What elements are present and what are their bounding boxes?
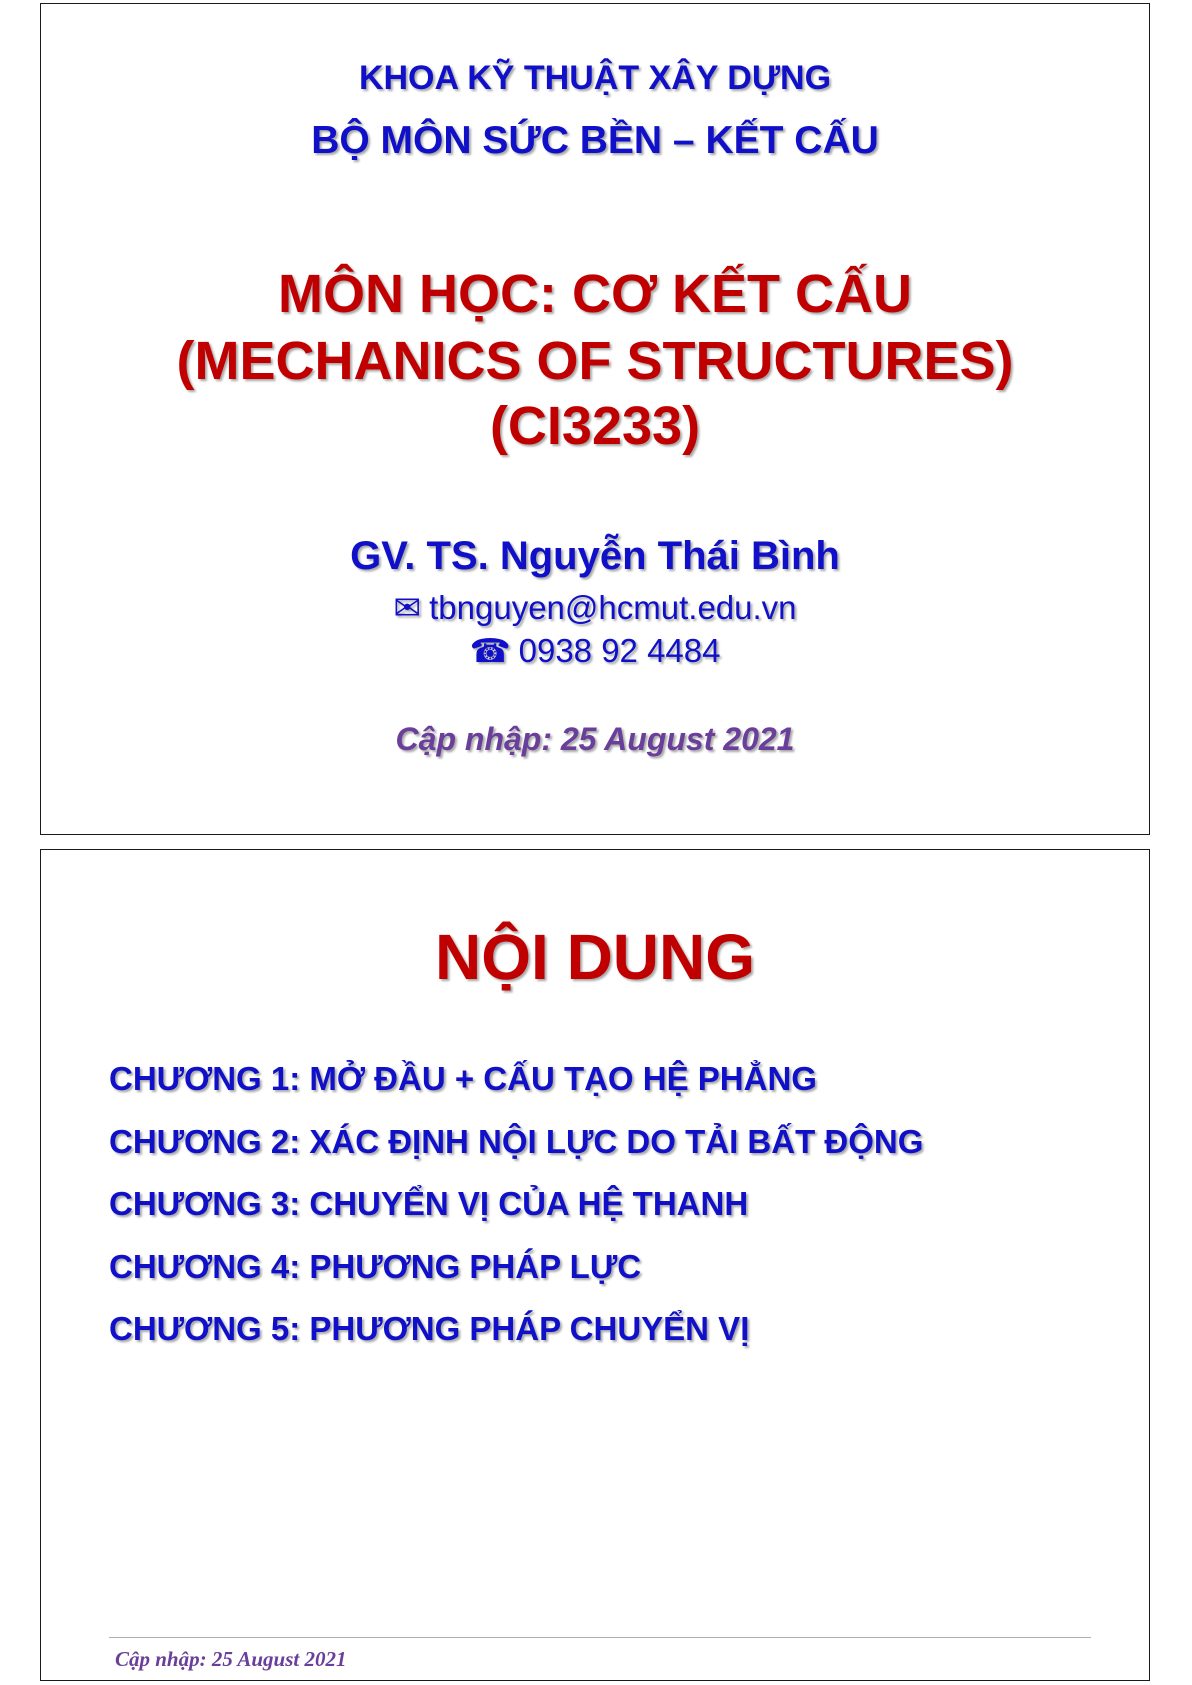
chapter-list xyxy=(109,1060,923,1373)
footer-divider xyxy=(109,1637,1091,1638)
chapter-item: CHƯƠNG 1: MỞ ĐẦU + CẤU TẠO HỆ PHẲNG xyxy=(109,1060,817,1097)
course-title: MÔN HỌC: CƠ KẾT CẤU xyxy=(277,264,913,324)
lecturer-name: GV. TS. Nguyễn Thái Bình xyxy=(350,534,840,578)
contents-slide xyxy=(40,849,1150,1681)
email-address: tbnguyen@hcmut.edu.vn xyxy=(429,589,797,626)
course-title-english: (MECHANICS OF STRUCTURES) xyxy=(176,331,1014,391)
faculty-name: KHOA KỸ THUẬT XÂY DỰNG xyxy=(358,59,832,97)
contents-title: NỘI DUNG xyxy=(435,921,755,993)
chapter-item: CHƯƠNG 4: PHƯƠNG PHÁP LỰC xyxy=(109,1247,642,1285)
chapter-item: CHƯƠNG 2: XÁC ĐỊNH NỘI LỰC DO TẢI BẤT ĐỘNG xyxy=(109,1122,924,1160)
footer-update-date: Cập nhập: 25 August 2021 xyxy=(115,1647,347,1671)
phone-number: 0938 92 4484 xyxy=(518,632,721,669)
phone-line xyxy=(41,631,1149,670)
chapter-item: CHƯƠNG 3: CHUYỂN VỊ CỦA HỆ THANH xyxy=(109,1185,749,1222)
envelope-icon: ✉ xyxy=(393,588,422,627)
email-line xyxy=(41,588,1149,627)
department-name: BỘ MÔN SỨC BỀN – KẾT CẤU xyxy=(311,119,879,162)
course-code: (CI3233) xyxy=(489,396,701,456)
telephone-icon: ☎ xyxy=(469,631,511,670)
title-slide xyxy=(40,3,1150,835)
chapter-item: CHƯƠNG 5: PHƯƠNG PHÁP CHUYỂN VỊ xyxy=(109,1310,750,1347)
update-date: Cập nhập: 25 August 2021 xyxy=(395,721,795,757)
